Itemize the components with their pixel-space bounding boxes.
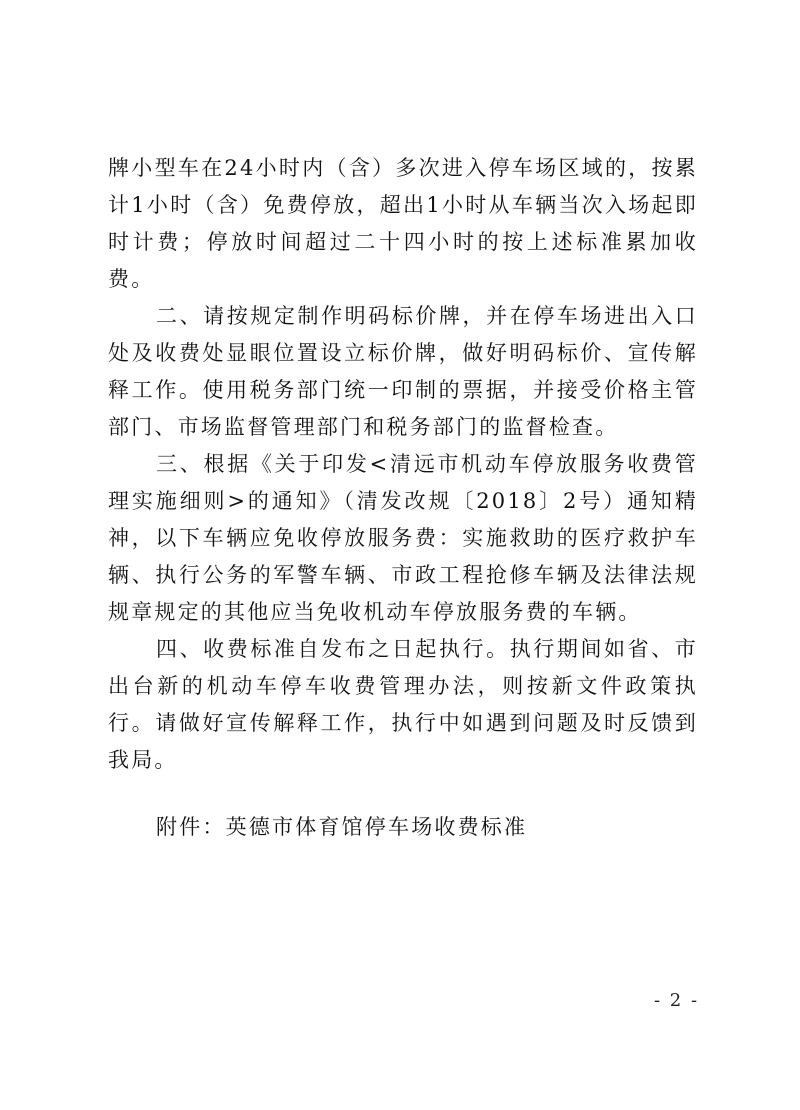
paragraph-item-3: 三、根据《关于印发<清远市机动车停放服务收费管理实施细则>的通知》（清发改规〔2018〕2号）通知精神，以下车辆应免收停放服务费：实施救助的医疗救护车辆、执行公务的军警车辆、市政工程抢修车辆及法律法规规章规定的其他应当免收机动车停放服务费的车辆。	[108, 452, 698, 624]
paragraph-continuation: 牌小型车在24小时内（含）多次进入停车场区域的，按累计1小时（含）免费停放，超出1小时从车辆当次入场起即时计费；停放时间超过二十四小时的按上述标准累加收费。	[108, 156, 698, 291]
paragraph-item-4: 四、收费标准自发布之日起执行。执行期间如省、市出台新的机动车停车收费管理办法，则按新文件政策执行。请做好宣传解释工作，执行中如遇到问题及时反馈到我局。	[108, 637, 698, 772]
page-number: - 2 -	[654, 990, 700, 1011]
attachment-note: 附件：英德市体育馆停车场收费标准	[156, 815, 528, 839]
document-body	[108, 150, 698, 846]
paragraph-item-2: 二、请按规定制作明码标价牌，并在停车场进出入口处及收费处显眼位置设立标价牌，做好明码标价、宣传解释工作。使用税务部门统一印制的票据，并接受价格主管部门、市场监督管理部门和税务部门的监督检查。	[108, 304, 698, 439]
